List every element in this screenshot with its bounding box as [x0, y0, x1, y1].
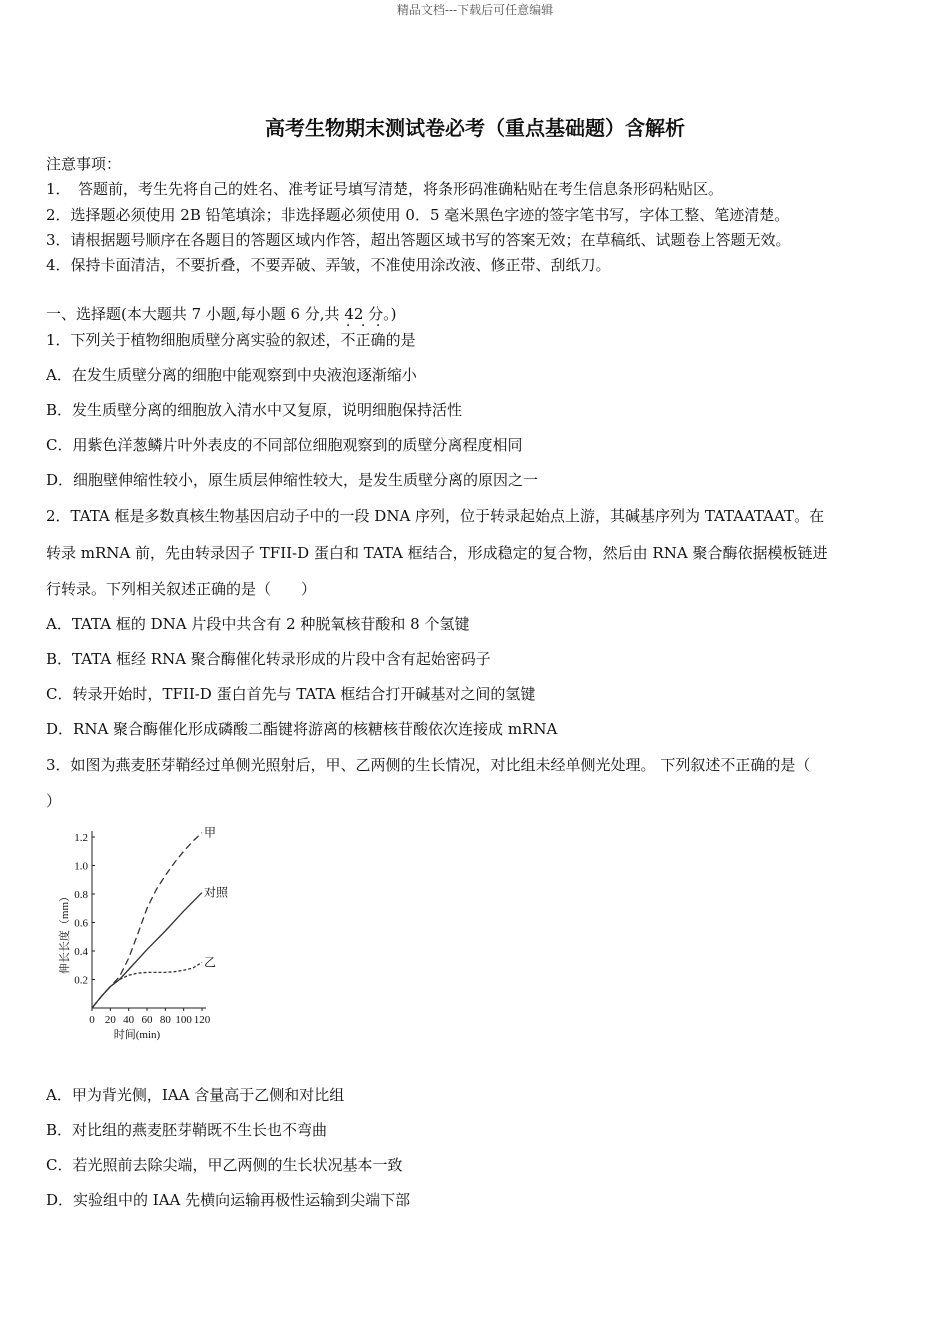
q1-stem-suffix: 的是 — [385, 331, 416, 349]
emphasis-char: 不 — [340, 331, 356, 349]
y-tick-label: 0.6 — [74, 917, 88, 930]
question-3-stem-line: 3．如图为燕麦胚芽鞘经过单侧光照射后，甲、乙两侧的生长情况，对比组未经单侧光处理。 下列叙述不正确的是（ — [46, 756, 811, 774]
series-label: 对照 — [204, 885, 229, 900]
question-2-stem-line: 2．TATA 框是多数真核生物基因启动子中的一段 DNA 序列，位于转录起始点上游，其碱基序列为 TATAATAAT。在 — [46, 507, 825, 525]
y-tick-label: 1.0 — [74, 860, 88, 873]
y-tick-label: 0.8 — [74, 889, 88, 901]
x-tick-label: 60 — [141, 1014, 153, 1026]
q2-option-d[interactable]: D．RNA 聚合酶催化形成磷酸二酯键将游离的核糖核苷酸依次连接成 mRNA — [46, 720, 558, 738]
x-tick-label: 0 — [89, 1014, 95, 1026]
q2-option-a[interactable]: A．TATA 框的 DNA 片段中共含有 2 种脱氧核苷酸和 8 个氢键 — [46, 615, 470, 633]
y-tick-label: 0.4 — [74, 946, 88, 958]
question-3-stem-line: ） — [46, 792, 62, 810]
notice-item: 2．选择题必须使用 2B 铅笔填涂；非选择题必须使用 0．5 毫米黑色字迹的签字笔书写，字体工整、笔迹清楚。 — [46, 206, 790, 224]
q1-option-c[interactable]: C．用紫色洋葱鳞片叶外表皮的不同部位细胞观察到的质壁分离程度相同 — [46, 436, 523, 454]
chart-axes — [92, 831, 206, 1008]
series-line-dotted — [92, 962, 202, 1008]
notice-item: 3．请根据题号顺序在各题目的答题区域内作答，超出答题区域书写的答案无效；在草稿纸、试题卷上答题无效。 — [46, 231, 791, 249]
x-tick-label: 40 — [123, 1014, 135, 1026]
q2-option-c[interactable]: C．转录开始时，TFII-D 蛋白首先与 TATA 框结合打开碱基对之间的氢键 — [46, 685, 536, 703]
notice-item: 4．保持卡面清洁，不要折叠，不要弄破、弄皱，不准使用涂改液、修正带、刮纸刀。 — [46, 256, 611, 274]
x-axis-label: 时间(min) — [113, 1029, 161, 1041]
question-2-stem-line: 行转录。下列相关叙述正确的是（ ） — [46, 580, 317, 598]
x-tick-label: 80 — [159, 1014, 171, 1026]
x-tick-label: 20 — [104, 1014, 116, 1026]
y-axis-label: 伸长长度（mm） — [59, 890, 71, 975]
x-tick-label: 120 — [193, 1014, 211, 1026]
q1-option-b[interactable]: B．发生质壁分离的细胞放入清水中又复原，说明细胞保持活性 — [46, 401, 463, 419]
series-label: 乙 — [204, 955, 217, 970]
chart-labels — [57, 826, 229, 1041]
chart-series — [92, 833, 202, 1008]
chart-ticks — [74, 832, 211, 1026]
emphasis-char: 确 — [370, 331, 386, 349]
notice-heading: 注意事项： — [46, 155, 122, 173]
question-2-stem-line: 转录 mRNA 前，先由转录因子 TFII-D 蛋白和 TATA 框结合，形成稳定的复合物，然后由 RNA 聚合酶依据模板链进 — [46, 544, 828, 562]
notice-item: 1． 答题前，考生先将自己的姓名、准考证号填写清楚，将条形码准确粘贴在考生信息条形码粘贴区。 — [46, 180, 724, 198]
header-note: 精品文档---下载后可任意编辑 — [396, 3, 554, 17]
series-label: 甲 — [204, 825, 217, 840]
q1-stem-prefix: 1．下列关于植物细胞质壁分离实验的叙述， — [46, 331, 341, 349]
emphasis-char: 正 — [355, 331, 371, 349]
y-tick-label: 0.2 — [74, 974, 88, 987]
growth-chart — [52, 825, 232, 1045]
q3-option-b[interactable]: B．对比组的燕麦胚芽鞘既不生长也不弯曲 — [46, 1121, 328, 1139]
series-line-dashed — [92, 833, 202, 1008]
x-tick-label: 100 — [175, 1014, 192, 1026]
y-tick-label: 1.2 — [74, 832, 88, 844]
q2-option-b[interactable]: B．TATA 框经 RNA 聚合酶催化转录形成的片段中含有起始密码子 — [46, 650, 491, 668]
q1-option-a[interactable]: A．在发生质壁分离的细胞中能观察到中央液泡逐渐缩小 — [46, 366, 417, 384]
q3-option-a[interactable]: A．甲为背光侧，IAA 含量高于乙侧和对比组 — [46, 1086, 345, 1104]
page-title: 高考生物期末测试卷必考（重点基础题）含解析 — [265, 116, 685, 140]
question-1-stem — [46, 329, 416, 350]
section-heading: 一、选择题(本大题共 7 小题,每小题 6 分,共 42 分。) — [46, 305, 397, 323]
q1-option-d[interactable]: D．细胞壁伸缩性较小，原生质层伸缩性较大，是发生质壁分离的原因之一 — [46, 471, 539, 489]
q3-option-c[interactable]: C．若光照前去除尖端，甲乙两侧的生长状况基本一致 — [46, 1156, 403, 1174]
q3-option-d[interactable]: D．实验组中的 IAA 先横向运输再极性运输到尖端下部 — [46, 1191, 411, 1209]
